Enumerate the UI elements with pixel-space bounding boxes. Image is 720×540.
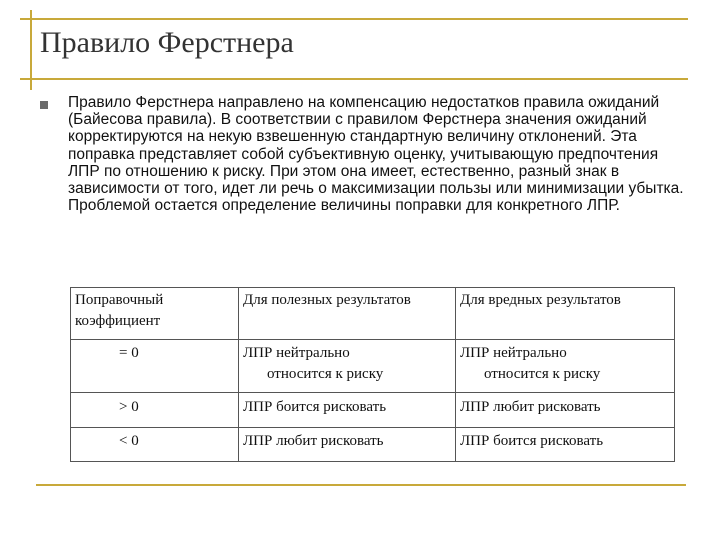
- useful-line1: ЛПР нейтрально: [243, 345, 350, 361]
- useful-cell: ЛПР любит рисковать: [239, 428, 456, 462]
- frame-top-rule: [20, 18, 688, 20]
- coefficient-cell: = 0: [71, 340, 239, 393]
- harmful-cell: ЛПР боится рисковать: [456, 428, 675, 462]
- table-header-row: [71, 288, 675, 340]
- harmful-line2: относится к риску: [484, 366, 601, 382]
- slide-title: Правило Ферстнера: [40, 26, 294, 59]
- useful-cell: ЛПР боится рисковать: [239, 393, 456, 428]
- frame-bottom-rule: [36, 484, 686, 486]
- coefficient-cell: > 0: [71, 393, 239, 428]
- harmful-cell: ЛПР любит рисковать: [456, 393, 675, 428]
- useful-line2: относится к риску: [267, 366, 384, 382]
- bullet-paragraph: Правило Ферстнера направлено на компенсацию недостатков правила ожиданий (Байесова правила). В соответствии с правилом Ферстнера значения ожиданий корректируются на некую взвешенную стандартную величину отклонений. Эта поправка представляет собой субъективную оценку, учитывающую предпочтения ЛПР по отношению к риску. При этом она имеет, естественно, разный знак в зависимости от того, идет ли речь о максимизации пользы или минимизации убытка. Проблемой остается определение величины поправки для конкретного ЛПР.: [68, 94, 684, 215]
- table-row: [71, 428, 675, 462]
- header-coefficient-line2: коэффициент: [75, 313, 161, 329]
- table-row: [71, 340, 675, 393]
- table-row: [71, 393, 675, 428]
- header-cell-coefficient: [71, 288, 239, 340]
- useful-cell: [239, 340, 456, 393]
- coefficient-cell: < 0: [71, 428, 239, 462]
- square-bullet-icon: [40, 101, 48, 109]
- header-cell-useful: Для полезных результатов: [239, 288, 456, 340]
- harmful-line1: ЛПР нейтрально: [460, 345, 567, 361]
- harmful-cell: [456, 340, 675, 393]
- header-cell-harmful: Для вредных результатов: [456, 288, 675, 340]
- title-underline-rule: [20, 78, 688, 80]
- correction-coefficient-table: [70, 287, 675, 462]
- header-coefficient-line1: Поправочный: [75, 292, 164, 308]
